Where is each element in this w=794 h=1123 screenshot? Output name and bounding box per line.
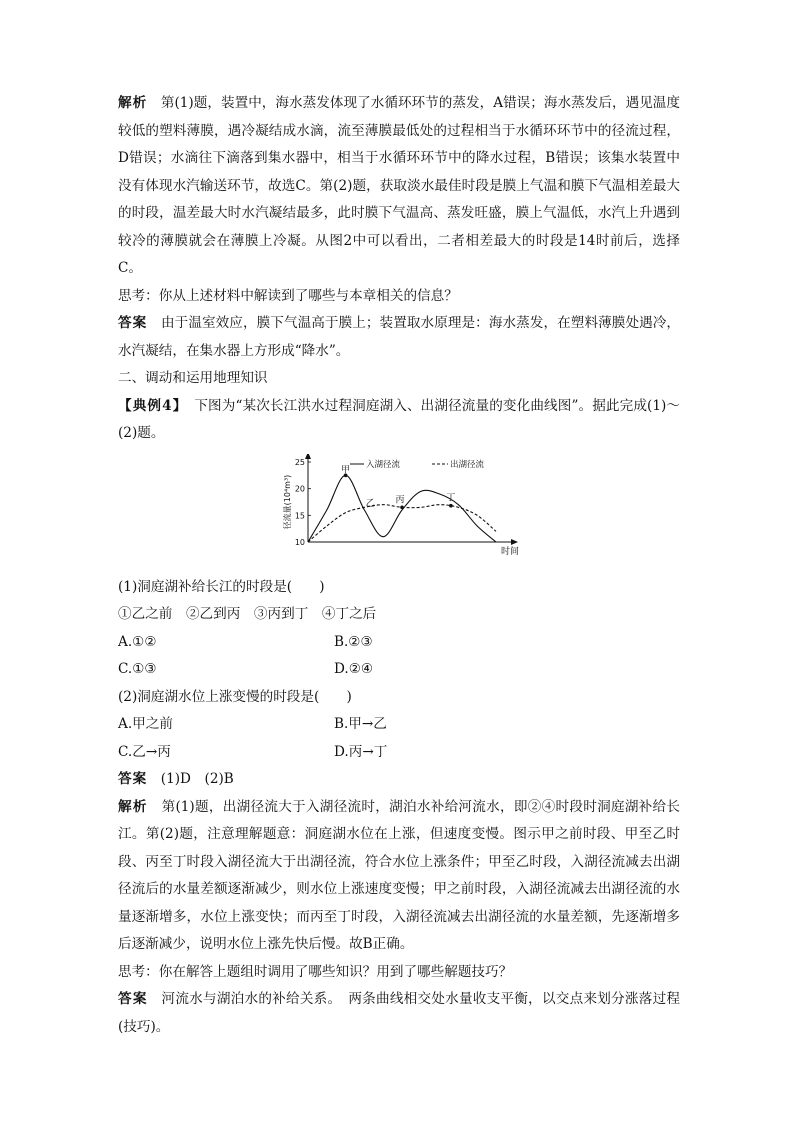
think-question-1: 思考：你从上述材料中解读到了哪些与本章相关的信息？ xyxy=(118,287,458,304)
runoff-chart xyxy=(118,454,680,570)
annotation-label-4: 丁 xyxy=(446,493,456,504)
answer-text: (1)D (2)B xyxy=(160,771,234,787)
annotation-label-1: 甲 xyxy=(341,464,351,475)
x-axis-label: 时间 xyxy=(500,546,520,557)
analysis-paragraph-2 xyxy=(118,794,680,959)
analysis-text: 第(1)题，装置中，海水蒸发体现了水循环环节的蒸发，A错误；海水蒸发后，遇见温度较低的塑料薄膜，遇冷凝结成水滴，流至薄膜最低处的过程相当于水循环环节中的径流过程，D错误；水滴往下滴落到集水器中，相当于水循环环节中的降水过程，B错误；该集水装置中没有体现水汽输送环节，故选C。第(2)题，获取淡水最佳时段是膜上气温和膜下气温相差最大的时段，温差最大时水汽凝结最多，此时膜下气温高、蒸发旺盛，膜上气温低，水汽上升遇到较冷的薄膜就会在薄膜上冷凝。从图2中可以看出，二者相差最大的时段是14时前后，选择C。 xyxy=(118,95,681,276)
option-a[interactable]: A.甲之前 xyxy=(118,716,173,732)
answer-paragraph-1 xyxy=(118,310,680,365)
question-2-stem: (2)洞庭湖水位上涨变慢的时段是( ) xyxy=(118,688,352,705)
option-c[interactable]: C.乙→丙 xyxy=(118,743,171,760)
example-4-paragraph xyxy=(118,393,680,448)
analysis-label: 解析 xyxy=(118,798,148,815)
question-1-options-row-1 xyxy=(118,629,680,657)
x-axis-arrow xyxy=(511,539,518,545)
example-text: 下图为“某次长江洪水过程洞庭湖入、出湖径流量的变化曲线图”。据此完成(1)～(2)题。 xyxy=(118,397,681,441)
answer-paragraph-2 xyxy=(118,766,680,794)
answer-label: 答案 xyxy=(118,771,148,787)
option-c[interactable]: C.①③ xyxy=(118,661,157,677)
answer-text: 河流水与湖泊水的补给关系。 两条曲线相交处水量收支平衡，以交点来划分涨落过程(技巧)。 xyxy=(118,991,681,1035)
analysis-label: 解析 xyxy=(118,95,148,111)
option-d[interactable]: D.丙→丁 xyxy=(334,743,388,760)
y-tick-label: 15 xyxy=(294,510,305,520)
answer-label: 答案 xyxy=(118,315,148,331)
annotation-label-2: 乙 xyxy=(365,498,375,509)
option-b[interactable]: B.②③ xyxy=(334,633,373,650)
option-a[interactable]: A.①② xyxy=(118,633,157,650)
y-tick-label: 25 xyxy=(294,457,305,467)
question-1-items: ①乙之前 ②乙到丙 ③丙到丁 ④丁之后 xyxy=(118,606,377,622)
analysis-paragraph-1 xyxy=(118,90,680,283)
y-tick-label: 20 xyxy=(294,484,305,494)
answer-text: 由于温室效应，膜下气温高于膜上；装置取水原理是：海水蒸发，在塑料薄膜处遇冷，水汽凝结，在集水器上方形成“降水”。 xyxy=(118,315,681,359)
runoff-chart-svg xyxy=(118,454,680,570)
question-2-options-row-2 xyxy=(118,739,680,767)
answer-label: 答案 xyxy=(118,991,148,1007)
option-d[interactable]: D.②④ xyxy=(334,661,374,677)
section-title: 二、调动和运用地理知识 xyxy=(118,370,268,386)
option-b[interactable]: B.甲→乙 xyxy=(334,716,387,732)
legend-inflow-label: 入湖径流 xyxy=(366,459,401,470)
think-question-2: 思考：你在解答上题组时调用了哪些知识？用到了哪些解题技巧？ xyxy=(118,963,513,980)
annotation-point xyxy=(449,503,453,507)
annotation-label-3: 丙 xyxy=(395,494,405,505)
question-1-stem: (1)洞庭湖补给长江的时段是( ) xyxy=(118,578,325,595)
example-label: 【典例4】 xyxy=(118,397,181,414)
y-axis-arrow xyxy=(305,454,311,459)
annotation-point xyxy=(400,505,404,509)
legend-outflow-label: 出湖径流 xyxy=(450,459,485,470)
y-tick-label: 10 xyxy=(294,537,305,547)
question-2-options-row-1 xyxy=(118,711,680,739)
document-page xyxy=(118,90,680,1041)
question-1-options-row-2 xyxy=(118,656,680,684)
answer-paragraph-3 xyxy=(118,986,680,1041)
analysis-text: 第(1)题，出湖径流大于入湖径流时，湖泊水补给河流水，即②④时段时洞庭湖补给长江。第(2)题，注意理解题意：洞庭湖水位在上涨，但速度变慢。图示甲之前时段、甲至乙时段、丙至丁时段入湖径流大于出湖径流，符合水位上涨条件；甲至乙时段，入湖径流减去出湖径流后的水量差额逐渐减少，则水位上涨速度变慢；甲之前时段，入湖径流减去出湖径流的水量逐渐增多，水位上涨变快；而丙至丁时段，入湖径流减去出湖径流的水量差额，先逐渐增多后逐渐减少，说明水位上涨先快后慢。故B正确。 xyxy=(118,798,681,952)
y-axis-label: 径流量(10⁴m³) xyxy=(283,474,292,529)
